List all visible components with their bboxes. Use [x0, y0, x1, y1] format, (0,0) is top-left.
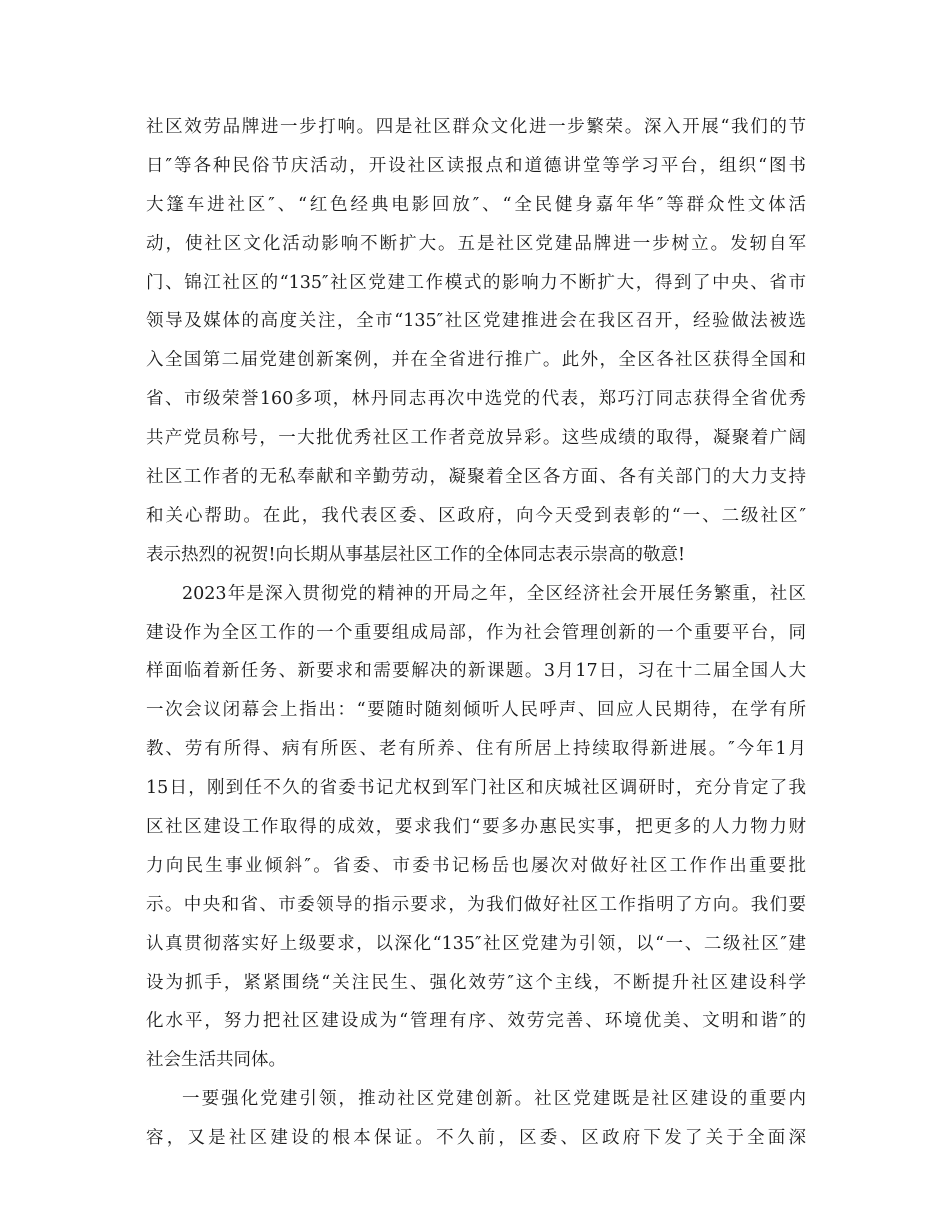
text-line: 15日，刚到任不久的省委书记尤权到军门社区和庆城社区调研时，充分肯定了我 — [146, 778, 806, 799]
paragraph-start-line: 2023年是深入贯彻党的精神的开局之年，全区经济社会开展任务繁重，社区 — [182, 583, 806, 604]
text-line: 力向民生事业倾斜″。省委、市委书记杨岳也屡次对做好社区工作作出重要批 — [146, 855, 806, 876]
text-line: 社区效劳品牌进一步打响。四是社区群众文化进一步繁荣。深入开展“我们的节 — [146, 117, 806, 137]
text-line: 设为抓手，紧紧围绕“关注民生、强化效劳″这个主线，不断提升社区建设科学 — [146, 972, 806, 993]
text-line: 动，使社区文化活动影响不断扩大。五是社区党建品牌进一步树立。发轫自军 — [146, 233, 806, 254]
text-line: 和关心帮助。在此，我代表区委、区政府，向今天受到表彰的“一、二级社区″ — [146, 505, 806, 526]
text-line: 教、劳有所得、病有所医、老有所养、住有所居上持续取得新进展。″今年1月 — [146, 739, 806, 760]
text-line: 门、锦江社区的“135″社区党建工作模式的影响力不断扩大，得到了中央、省市 — [146, 272, 806, 293]
text-line: 区社区建设工作取得的成效，要求我们“要多办惠民实事，把更多的人力物力财 — [146, 817, 806, 838]
text-line: 认真贯彻落实好上级要求，以深化“135″社区党建为引领，以“一、二级社区″建 — [146, 933, 806, 954]
text-line: 日″等各种民俗节庆活动，开设社区读报点和道德讲堂等学习平台，组织“图书 — [146, 155, 806, 176]
text-line: 共产党员称号，一大批优秀社区工作者竞放异彩。这些成绩的取得，凝聚着广阔 — [146, 428, 806, 449]
text-line: 省、市级荣誉160多项，林丹同志再次中选党的代表，郑巧汀同志获得全省优秀 — [146, 389, 806, 410]
text-line: 一次会议闭幕会上指出：“要随时随刻倾听人民呼声、回应人民期待，在学有所 — [146, 700, 806, 721]
text-line: 建设作为全区工作的一个重要组成局部，作为社会管理创新的一个重要平台，同 — [146, 622, 806, 643]
text-line: 容，又是社区建设的根本保证。不久前，区委、区政府下发了关于全面深 — [146, 1128, 806, 1149]
text-line: 化水平，努力把社区建设成为“管理有序、效劳完善、环境优美、文明和谐″的 — [146, 1011, 806, 1032]
text-line: 领导及媒体的高度关注，全市“135″社区党建推进会在我区召开，经验做法被选 — [146, 311, 806, 332]
text-line: 样面临着新任务、新要求和需要解决的新课题。3月17日，习在十二届全国人大 — [146, 661, 806, 682]
text-line: 示。中央和省、市委领导的指示要求，为我们做好社区工作指明了方向。我们要 — [146, 894, 806, 915]
document-body — [146, 108, 806, 1158]
text-line: 入全国第二届党建创新案例，并在全省进行推广。此外，全区各社区获得全国和 — [146, 350, 806, 371]
text-line: 社会生活共同体。 — [146, 1050, 286, 1071]
text-line: 社区工作者的无私奉献和辛勤劳动，凝聚着全区各方面、各有关部门的大力支持 — [146, 467, 806, 488]
text-line: 大篷车进社区″、“红色经典电影回放″、“全民健身嘉年华″等群众性文体活 — [146, 194, 806, 215]
text-line: 表示热烈的祝贺!向长期从事基层社区工作的全体同志表示崇高的敬意! — [146, 544, 686, 565]
paragraph-start-line: 一要强化党建引领，推动社区党建创新。社区党建既是社区建设的重要内 — [182, 1089, 806, 1110]
